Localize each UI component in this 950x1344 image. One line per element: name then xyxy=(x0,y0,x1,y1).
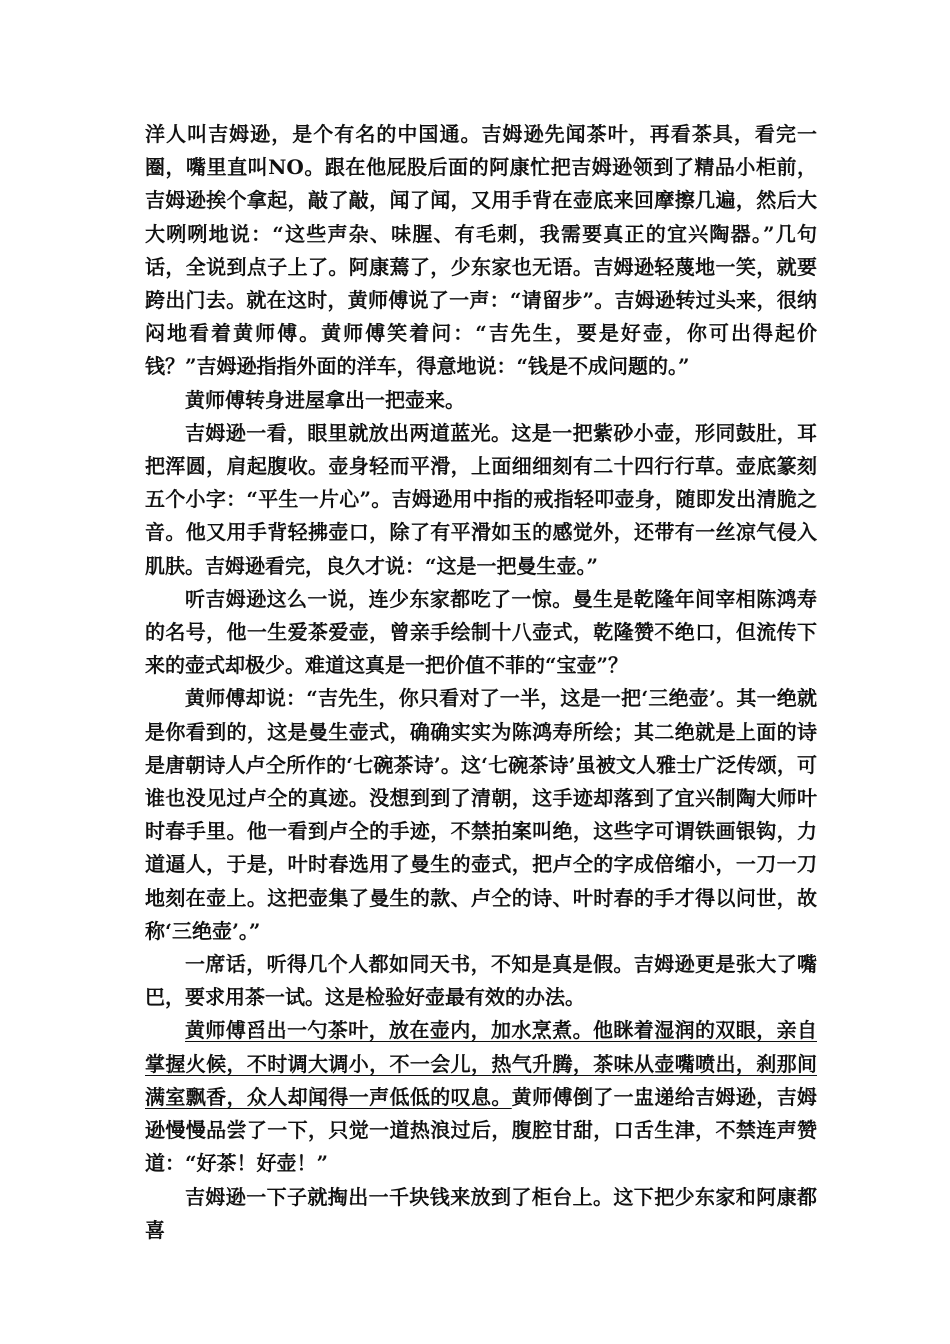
document-body xyxy=(145,118,817,1247)
underlined-passage: 黄师傅舀出一勺茶叶，放在壶内，加水烹煮。他眯着湿润的双眼，亲自掌握火候，不时调大调小，不一会儿，热气升腾，茶味从壶嘴喷出，刹那间满室飘香，众人却闻得一声低低的叹息。 xyxy=(145,1018,817,1109)
paragraph-2 xyxy=(145,384,817,417)
paragraph-8-text: 吉姆逊一下子就掏出一千块钱来放到了柜台上。这下把少东家和阿康都喜 xyxy=(145,1184,817,1242)
paragraph-7-text: 黄师傅倒了一盅递给吉姆逊，吉姆逊慢慢品尝了一下，只觉一道热浪过后，腹腔甘甜，口舌生津，不禁连声赞道：“好茶！好壶！” xyxy=(145,1084,817,1176)
paragraph-8 xyxy=(145,1181,817,1247)
paragraph-5-text: 黄师傅却说：“吉先生，你只看对了一半，这是一把‘三绝壶’。其一绝就是你看到的，这是曼生壶式，确确实实为陈鸿寿所绘；其二绝就是上面的诗是唐朝诗人卢仝所作的‘七碗茶诗’。这‘七碗茶诗’虽被文人雅士广泛传颂，可谁也没见过卢仝的真迹。没想到到了清朝，这手迹却落到了宜兴制陶大师叶时春手里。他一看到卢仝的手迹，不禁拍案叫绝，这些字可谓铁画银钩，力道逼人，于是，叶时春选用了曼生的壶式，把卢仝的字成倍缩小，一刀一刀地刻在壶上。这把壶集了曼生的款、卢仝的诗、叶时春的手才得以问世，故称‘三绝壶’。” xyxy=(145,686,817,943)
paragraph-7 xyxy=(145,1014,817,1180)
paragraph-1 xyxy=(145,118,817,384)
paragraph-5 xyxy=(145,682,817,948)
paragraph-2-text: 黄师傅转身进屋拿出一把壶来。 xyxy=(185,387,465,412)
paragraph-4-text: 听吉姆逊这么一说，连少东家都吃了一惊。曼生是乾隆年间宰相陈鸿寿的名号，他一生爱茶爱壶，曾亲手绘制十八壶式，乾隆赞不绝口，但流传下来的壶式却极少。难道这真是一把价值不菲的“宝壶”？ xyxy=(145,586,817,678)
paragraph-3-text: 吉姆逊一看，眼里就放出两道蓝光。这是一把紫砂小壶，形同鼓肚，耳把浑圆，肩起腹收。壶身轻而平滑，上面细细刻有二十四行行草。壶底篆刻五个小字：“平生一片心”。吉姆逊用中指的戒指轻叩壶身，随即发出清脆之音。他又用手背轻拂壶口，除了有平滑如玉的感觉外，还带有一丝凉气侵入肌肤。吉姆逊看完，良久才说：“这是一把曼生壶。” xyxy=(145,420,817,578)
paragraph-1-text: 洋人叫吉姆逊，是个有名的中国通。吉姆逊先闻茶叶，再看茶具，看完一圈，嘴里直叫NO。跟在他屁股后面的阿康忙把吉姆逊领到了精品小柜前，吉姆逊挨个拿起，敲了敲，闻了闻，又用手背在壶底来回摩擦几遍，然后大大咧咧地说：“这些声杂、味腥、有毛刺，我需要真正的宜兴陶器。”几句话，全说到点子上了。阿康蔫了，少东家也无语。吉姆逊轻蔑地一笑，就要跨出门去。就在这时，黄师傅说了一声：“请留步”。吉姆逊转过头来，很纳闷地看着黄师傅。黄师傅笑着问：“吉先生，要是好壶，你可出得起价钱？”吉姆逊指指外面的洋车，得意地说：“钱是不成问题的。” xyxy=(145,122,817,379)
paragraph-6 xyxy=(145,948,817,1014)
paragraph-3 xyxy=(145,417,817,583)
paragraph-6-text: 一席话，听得几个人都如同天书，不知是真是假。吉姆逊更是张大了嘴巴，要求用茶一试。这是检验好壶最有效的办法。 xyxy=(145,952,817,1010)
paragraph-4 xyxy=(145,583,817,683)
